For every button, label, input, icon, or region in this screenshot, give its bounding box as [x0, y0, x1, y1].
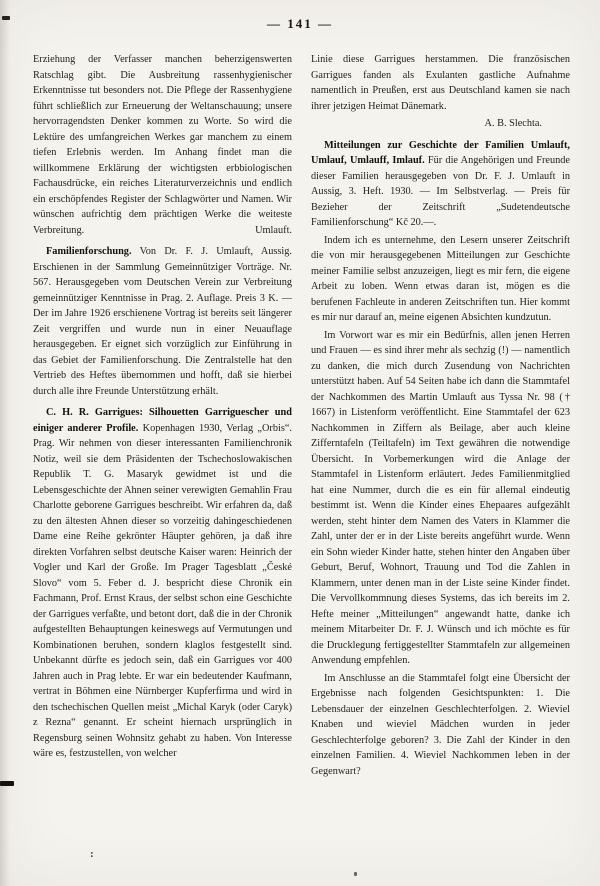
paragraph-lead-bold: Mitteilungen zur Geschichte der Familien Umlauft, Umlauf, Umlauff, Imlauf. — [311, 139, 570, 166]
signature-umlauft: Umlauft. — [255, 224, 292, 236]
paragraph-text: Für die Angehörigen und Freunde dieser Familien herausgegeben von Dr. F. J. Umlauft in Aussig, 3. Heft. 1930. — Im Selbstverlag. — Preis für Bezieher der Zeitschrift „Sudetendeutsche Familienforschung“ Kč 20.—. — [311, 155, 571, 228]
paragraph-im-anschlusse — [311, 671, 570, 780]
scan-artifact-corner-mark — [0, 781, 14, 786]
paragraph-text: Im Anschlusse an die Stammtafel folgt eine Übersicht der Ergebnisse nach folgenden Gesichtspunkten: 1. Die Lebensdauer der einzelnen Geschlechterfolgen. 2. Wieviel Knaben und wieviel Mädchen wurden in jeder Geschlechterfolge geboren? 3. Die Zahl der Kinder in den einzelnen Familien. 4. Wieviel Nachkommen leben in der Gegenwart? — [311, 672, 570, 777]
scan-artifact-stray-mark: : — [90, 848, 94, 860]
paragraph-text: Im Vorwort war es mir ein Bedürfnis, allen jenen Herren und Frauen — es sind ihrer mehr als sechzig (!) — namentlich zu danken, die mich durch Zusendung von Nachrichten unterstützt haben. Auf 54 Seiten habe ich dann die Stammtafel der Nachkommen des Martin Umlauft aus Tyssa Nr. 98 († 1667) in Listenform veröffentlicht. Eine Stammtafel der 623 Nachkommen in Ziffern als Beilage, aber auch kleine Zifferntafeln (Teiltafeln) im Text gewähren die notwendige Übersicht. In Vorbemerkungen wird die Anlage der Stammtafel in Listenform erläutert. Jedes Familienmitglied hat eine Nummer, durch die es ein für allemal eindeutig bestimmt ist. Wenn die Kinder eines Ehepaares aufgezählt werden, steht hinter dem Namen des Vaters in Klammer die Zahl, unter der er in der Liste bereits angeführt wurde. Wenn ein Sohn wieder Kinder hatte, stehen hinter den Angaben über Geburt, Beruf, Wohnort, Trauung und Tod die Zahlen in Klammern, unter denen man in der Liste seine Kinder findet. Die Vervollkommnung dieses Systems, das ich bereits im 2. Hefte meiner „Mitteilungen“ angewandt hatte, danke ich meinem Mitarbeiter Dr. F. J. Wünsch und ich möchte es für die Drucklegung fertiggestellter Stammtafeln zur allgemeinen Anwendung empfehlen. — [311, 329, 570, 666]
paragraph-lead-bold: Familienforschung. — [46, 246, 132, 257]
page-number: — 141 — — [267, 16, 333, 31]
scan-artifact-stray-mark — [354, 872, 357, 876]
paragraph-familienforschung — [33, 244, 292, 399]
scan-artifact-corner-mark — [2, 16, 10, 20]
paragraph-garrigues-review — [33, 405, 292, 762]
paragraph-im-vorwort — [311, 328, 570, 669]
signature-slechta: A. B. Slechta. — [484, 118, 542, 129]
paragraph-text: Von Dr. F. J. Umlauft, Aussig. Erschienen in der Sammlung Gemeinnütziger Vorträge. Nr. 567. Herausgegeben vom Deutschen Verein zur Verbreitung gemeinnütziger Kenntnisse in Prag. 2. Auflage. Preis 3 K. — Der im Jahre 1926 erschienene Vortrag ist bereits seit längerer Zeit vergriffen und wurde nun in einer Neuauflage herausgegeben. Er eignet sich vorzüglich zur Einführung in das Gebiet der Familienforschung. Die Zentralstelle hat den Vertrieb des Heftes übernommen und hofft, daß sie hierbei durch alle ihre Freunde Unterstützung erhält. — [33, 246, 292, 397]
two-column-layout — [33, 52, 570, 781]
left-column — [33, 52, 292, 781]
paragraph-text: Linie diese Garrigues herstammen. Die französischen Garrigues fanden als Exulanten gastliche Aufnahme namentlich in Preußen, erst aus Deutschland kamen sie nach ihrer jetzigen Heimat Dänemark. — [311, 54, 570, 112]
paragraph-book-review-end — [33, 52, 292, 238]
right-column — [311, 52, 570, 781]
paragraph-lead-bold: C. H. R. Garrigues: Silhouetten Garriguescher und einiger anderer Profile. — [33, 407, 292, 434]
paragraph-garrigues-continuation — [311, 52, 570, 114]
paragraph-text: Kopenhagen 1930, Verlag „Orbis“. Prag. Wir nehmen von dieser interessanten Familienchronik Notiz, weil sie dem Präsidenten der Tschechoslowakischen Republik T. G. Masaryk gewidmet ist und die Lebensgeschichte der Ahnen seiner verewigten Gemahlin Frau Charlotte geborene Garrigues beschreibt. Wir erfahren da, daß zu den ältesten Ahnen dieser so vorzeitig dahingeschiedenen Dame eine Reihe gekrönter Häupter gehören, ja daß ihre direkten Vorfahren selbst deutsche Kaiser waren: Heinrich der Vogler und Karl der Große. Im Prager Tagesblatt „České Slovo“ vom 5. Feber d. J. bespricht diese Chronik ein Fachmann, Prof. Ernst Kraus, der selbst schon eine Geschichte der Garrigues verfaßte, und betont dort, daß die in der Chronik aufgestellten Behauptungen keineswegs auf Vermutungen und Kombinationen beruhen, sondern klaglos festgestellt sind. Unbekannt dürfte es jedoch sein, daß ein Garrigues vor 400 Jahren auch in Prag lebte. Er war ein bedeutender Kaufmann, vertrat in Böhmen eine Nürnberger Kupferfirma und wird in den tschechischen Quellen meist „Michal Karyk (oder Caryk) z Rezna“ genannt. Er scheint hiernach ursprünglich in Regensburg seinen Wohnsitz gehabt zu haben. Von Interesse wäre es, festzustellen, von welcher — [33, 422, 293, 759]
paragraph-indem-ich — [311, 233, 570, 326]
paragraph-text: Indem ich es unternehme, den Lesern unserer Zeitschrift die von mir herausgegebenen Mitteilungen zur Geschichte meiner Familie selbst anzuzeigen, liegt es mir fern, die eigene Arbeit zu loben. Wenn etwas daran ist, mögen es die berufenen Fachleute in anderen Zeitschriften tun. Hier kommt es mir nur darauf an, meine eigenen Absichten kundzutun. — [311, 234, 570, 323]
paragraph-mitteilungen-heading — [311, 138, 570, 231]
paragraph-text: Erziehung der Verfasser manchen beherzigenswerten Ratschlag gibt. Die Ausbreitung rassenhygienischer Erkenntnisse tut besonders not. Die Pflege der Rassenhygiene führt schließlich zur Erneuerung der Weltanschauung; unsere hervorragendsten Denker kommen zu Worte. So wird die Lektüre des umfangreichen Werkes gar manchem zu einem tiefen Erlebnis werden. Im Anhang findet man die willkommene Erklärung der wichtigsten erbbiologischen Fachausdrücke, ein reiches Literaturverzeichnis und endlich ein erschöpfendes Register der Schlagwörter und Namen. Wir wünschen aufrichtig dem prächtigen Werke die weiteste Verbreitung. — [33, 54, 292, 236]
